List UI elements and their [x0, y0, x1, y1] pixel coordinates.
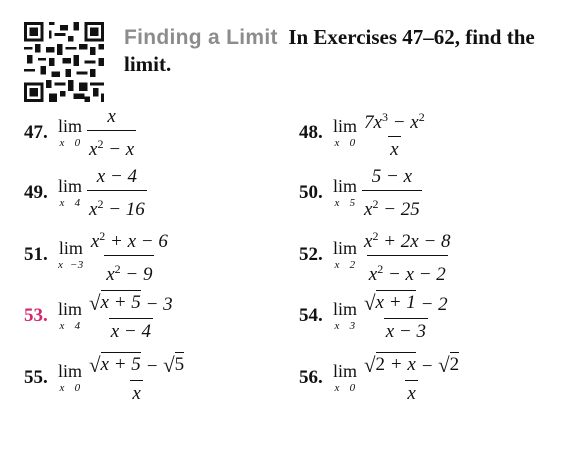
exercise-number: 56.: [299, 367, 323, 388]
denominator: x: [388, 136, 400, 161]
approach-subscript: x 2: [334, 259, 356, 271]
exercise-number: 51.: [24, 244, 48, 265]
numerator: $x^2 + 2x - 8$: [364, 228, 451, 252]
lim-text: lim: [58, 238, 83, 258]
exercise-47: [24, 105, 136, 161]
numerator: √ x + 5 − 3: [89, 290, 173, 315]
exercise-number: 49.: [24, 182, 48, 203]
exercise-54: [299, 288, 450, 344]
approach-subscript: x −3: [58, 259, 84, 271]
limit-operator: [58, 117, 82, 149]
qr-code: [24, 22, 104, 102]
exercise-53: [24, 288, 175, 344]
approach-subscript: x 0: [334, 137, 356, 149]
limit-operator: [333, 177, 357, 209]
limit-fraction: [362, 166, 422, 221]
lim-text: lim: [333, 299, 358, 319]
limit-operator: [333, 239, 357, 271]
approach-subscript: x 0: [334, 382, 356, 394]
exercise-49: [24, 165, 147, 221]
denominator: $x^2 - 16$: [87, 190, 147, 221]
qr-code-icon: [24, 22, 104, 102]
denominator: x − 4: [109, 318, 153, 343]
approach-subscript: x 0: [59, 137, 81, 149]
limit-operator: [333, 362, 357, 394]
square-root: √ x + 5: [89, 352, 141, 377]
section-title: Finding a Limit: [124, 26, 278, 49]
square-root: √ x + 1: [364, 290, 416, 315]
square-root: √ 2 + x: [364, 352, 416, 377]
exercise-52: [299, 227, 453, 283]
denominator: x: [130, 380, 142, 405]
numerator: $7x^3 - x^2$: [364, 109, 425, 133]
lim-text: lim: [333, 238, 358, 258]
limit-operator: [58, 362, 82, 394]
lim-text: lim: [333, 116, 358, 136]
limit-fraction: [87, 352, 186, 405]
exercise-number: 52.: [299, 244, 323, 265]
numerator: 5 − x: [371, 165, 413, 187]
exercise-55: [24, 350, 186, 406]
exercise-instruction: In Exercises 47–62, find the limit.: [124, 25, 535, 76]
lim-text: lim: [58, 299, 83, 319]
approach-subscript: x 3: [334, 320, 356, 332]
denominator: x: [405, 380, 417, 405]
numerator: x: [107, 105, 116, 127]
denominator: $x^2 - 25$: [362, 190, 422, 221]
exercise-number: 54.: [299, 305, 323, 326]
square-root: √ 2: [438, 352, 460, 377]
lim-text: lim: [333, 361, 358, 381]
exercise-number: 48.: [299, 122, 323, 143]
exercise-48: [299, 105, 427, 161]
denominator: $x^2 - x - 2$: [367, 255, 448, 286]
limit-fraction: [362, 225, 453, 286]
lim-text: lim: [58, 116, 83, 136]
numerator: x − 4: [96, 165, 138, 187]
lim-text: lim: [58, 361, 83, 381]
denominator: x − 3: [384, 318, 428, 343]
exercise-56: [299, 350, 461, 406]
approach-subscript: x 5: [334, 197, 356, 209]
limit-fraction: [87, 166, 147, 221]
numerator: √ x + 1 − 2: [364, 290, 448, 315]
exercise-51: [24, 227, 170, 283]
numerator: √ 2 + x − √ 2: [364, 352, 460, 377]
limit-operator: [333, 300, 357, 332]
lim-text: lim: [58, 176, 83, 196]
exercise-number: 50.: [299, 182, 323, 203]
limit-operator: [333, 117, 357, 149]
exercise-number: 47.: [24, 122, 48, 143]
limit-fraction: [362, 352, 461, 405]
approach-subscript: x 0: [59, 382, 81, 394]
approach-subscript: x 4: [59, 320, 81, 332]
exercise-50: [299, 165, 422, 221]
limit-operator: [58, 300, 82, 332]
section-header: [124, 24, 580, 77]
denominator: $x^2 - x$: [87, 130, 136, 161]
numerator: √ x + 5 − √ 5: [89, 352, 185, 377]
limit-fraction: [362, 290, 450, 343]
approach-subscript: x 4: [59, 197, 81, 209]
denominator: $x^2 - 9$: [104, 255, 154, 286]
numerator: $x^2 + x - 6$: [90, 228, 168, 252]
lim-text: lim: [333, 176, 358, 196]
exercise-number: 53.: [24, 305, 48, 326]
square-root: √ 5: [163, 352, 185, 377]
limit-operator: [58, 239, 84, 271]
limit-operator: [58, 177, 82, 209]
limit-fraction: [87, 290, 175, 343]
limit-fraction: [89, 225, 170, 286]
limit-fraction: [87, 106, 136, 161]
exercise-number: 55.: [24, 367, 48, 388]
square-root: √ x + 5: [89, 290, 141, 315]
limit-fraction: [362, 106, 427, 161]
